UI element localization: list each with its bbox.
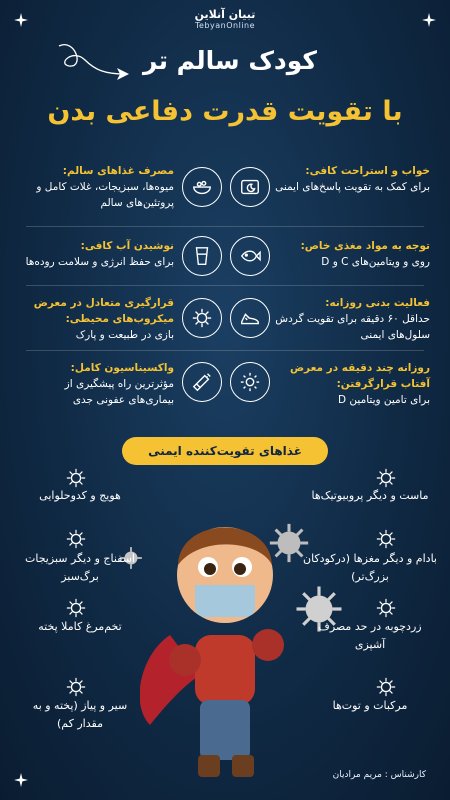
food-item: زردچوبه در حد مصرف آشپزی: [318, 620, 422, 651]
sun-icon: [230, 362, 270, 402]
tip-body: مؤثرترین راه پیشگیری از بیماری‌های عفونی جدی: [64, 378, 174, 406]
tip-title: واکسیناسیون کامل:: [70, 362, 174, 374]
food-item: اسفناج و دیگر سبزیجات برگ‌سبز: [25, 552, 135, 583]
tip-title: فعالیت بدنی روزانه:: [325, 297, 430, 309]
virus-icon: [65, 676, 87, 698]
food-item: هویج و کدوحلوایی: [39, 489, 121, 502]
food-item: تخم‌مرغ کاملا پخته: [38, 620, 122, 633]
foods-banner: غذاهای تقویت‌کننده ایمنی: [122, 437, 328, 465]
tip-body: بازی در طبیعت و پارک: [75, 329, 174, 341]
food-bowl-icon: [182, 167, 222, 207]
virus-icon: [375, 676, 397, 698]
tip-sunlight: [270, 360, 430, 408]
brand-name-en: TebyanOnline: [194, 21, 256, 30]
sneaker-icon: [230, 298, 270, 338]
syringe-icon: [182, 362, 222, 402]
virus-icon: [65, 528, 87, 550]
water-glass-icon: [182, 236, 222, 276]
tip-body: برای تامین ویتامین D: [337, 394, 430, 406]
moon-sleep-icon: [230, 167, 270, 207]
tip-sleep: [270, 163, 430, 195]
food-item: مرکبات و توت‌ها: [332, 699, 408, 712]
tip-vaccination: [24, 360, 174, 408]
virus-icon: [182, 298, 222, 338]
brand-name-fa: تبیان آنلاین: [194, 8, 256, 21]
tip-healthy-food: [24, 163, 174, 211]
virus-icon: [375, 467, 397, 489]
sparkle-icon: [14, 772, 28, 786]
virus-icon: [375, 597, 397, 619]
brand-logo: [175, 8, 275, 30]
food-item: بادام و دیگر مغزها (درکودکان بزرگ‌تر): [303, 552, 437, 583]
tip-body: میوه‌ها، سبزیجات، غلات کامل و پروتئین‌های سالم: [36, 181, 174, 209]
divider: [26, 226, 424, 227]
fish-icon: [230, 236, 270, 276]
tip-body: روی و ویتامین‌های C و D: [321, 256, 430, 268]
virus-icon: [65, 467, 87, 489]
tip-title: توجه به مواد مغذی خاص:: [300, 240, 430, 252]
page-subtitle: با تقویت قدرت دفاعی بدن: [47, 96, 403, 127]
tip-body: برای حفظ انرژی و سلامت روده‌ها: [25, 256, 174, 268]
credit-text: کارشناس : مریم مرادیان: [332, 770, 426, 780]
tip-title: قرارگیری متعادل در معرض میکروب‌های محیطی:: [33, 297, 174, 325]
tip-water: [24, 238, 174, 270]
sparkle-icon: [14, 12, 28, 26]
tip-title: روزانه چند دقیقه در معرض آفتاب قرارگرفتن:: [289, 362, 430, 390]
virus-icon: [375, 528, 397, 550]
food-item: ماست و دیگر پروبیوتیک‌ها: [311, 489, 429, 502]
tip-nutrients: [270, 238, 430, 270]
virus-icon: [65, 597, 87, 619]
food-item: سیر و پیاز (پخته و به مقدار کم): [32, 699, 128, 730]
page-title: کودک سالم تر: [143, 46, 317, 75]
tip-title: مصرف غذاهای سالم:: [62, 165, 174, 177]
tip-title: خواب و استراحت کافی:: [305, 165, 430, 177]
tip-microbes: [24, 295, 174, 343]
divider: [26, 285, 424, 286]
tip-physical-activity: [270, 295, 430, 343]
tip-body: حداقل ۶۰ دقیقه برای تقویت گردش سلول‌های ایمنی: [275, 313, 430, 341]
tip-body: برای کمک به تقویت پاسخ‌های ایمنی: [275, 181, 430, 193]
sparkle-icon: [422, 12, 436, 26]
tip-title: نوشیدن آب کافی:: [80, 240, 174, 252]
divider: [26, 350, 424, 351]
